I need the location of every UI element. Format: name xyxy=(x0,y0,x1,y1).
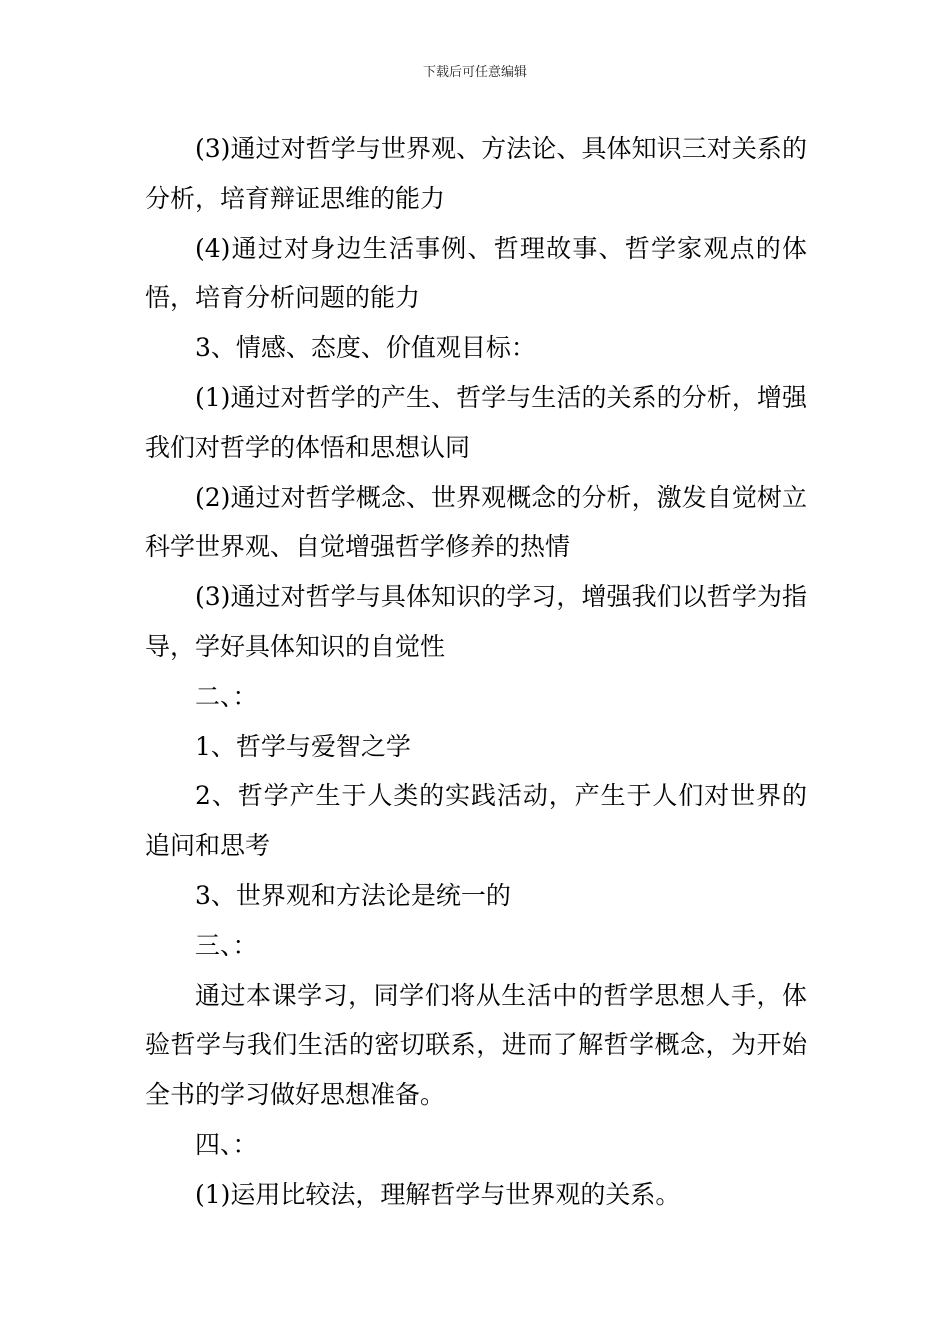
paragraph: (1)通过对哲学的产生、哲学与生活的关系的分析，增强我们对哲学的体悟和思想认同 xyxy=(145,382,807,462)
paragraph: (3)通过对哲学与世界观、方法论、具体知识三对关系的分析，培育辩证思维的能力 xyxy=(145,134,807,213)
section-heading: 三、： xyxy=(195,930,258,960)
paragraph: 2、哲学产生于人类的实践活动，产生于人们对世界的追问和思考 xyxy=(145,781,807,861)
section-heading: 二、： xyxy=(195,681,258,711)
paragraph: 1、哲学与爱智之学 xyxy=(195,731,411,761)
section-heading: 3、情感、态度、价值观目标： xyxy=(195,333,536,363)
paragraph: (1)运用比较法，理解哲学与世界观的关系。 xyxy=(195,1179,681,1209)
paragraph: (4)通过对身边生活事例、哲理故事、哲学家观点的体悟，培育分析问题的能力 xyxy=(145,233,807,313)
page-header: 下载后可任意编辑 xyxy=(422,65,527,80)
paragraph: (2)通过对哲学概念、世界观概念的分析，激发自觉树立科学世界观、自觉增强哲学修养的热情 xyxy=(145,482,807,562)
paragraph: 通过本课学习，同学们将从生活中的哲学思想人手，体验哲学与我们生活的密切联系，进而了解哲学概念，为开始全书的学习做好思想准备。 xyxy=(145,980,807,1110)
document-body xyxy=(145,124,807,1220)
paragraph: 3、世界观和方法论是统一的 xyxy=(195,880,511,910)
section-heading: 四、： xyxy=(195,1129,258,1159)
paragraph: (3)通过对哲学与具体知识的学习，增强我们以哲学为指导，学好具体知识的自觉性 xyxy=(145,582,807,661)
